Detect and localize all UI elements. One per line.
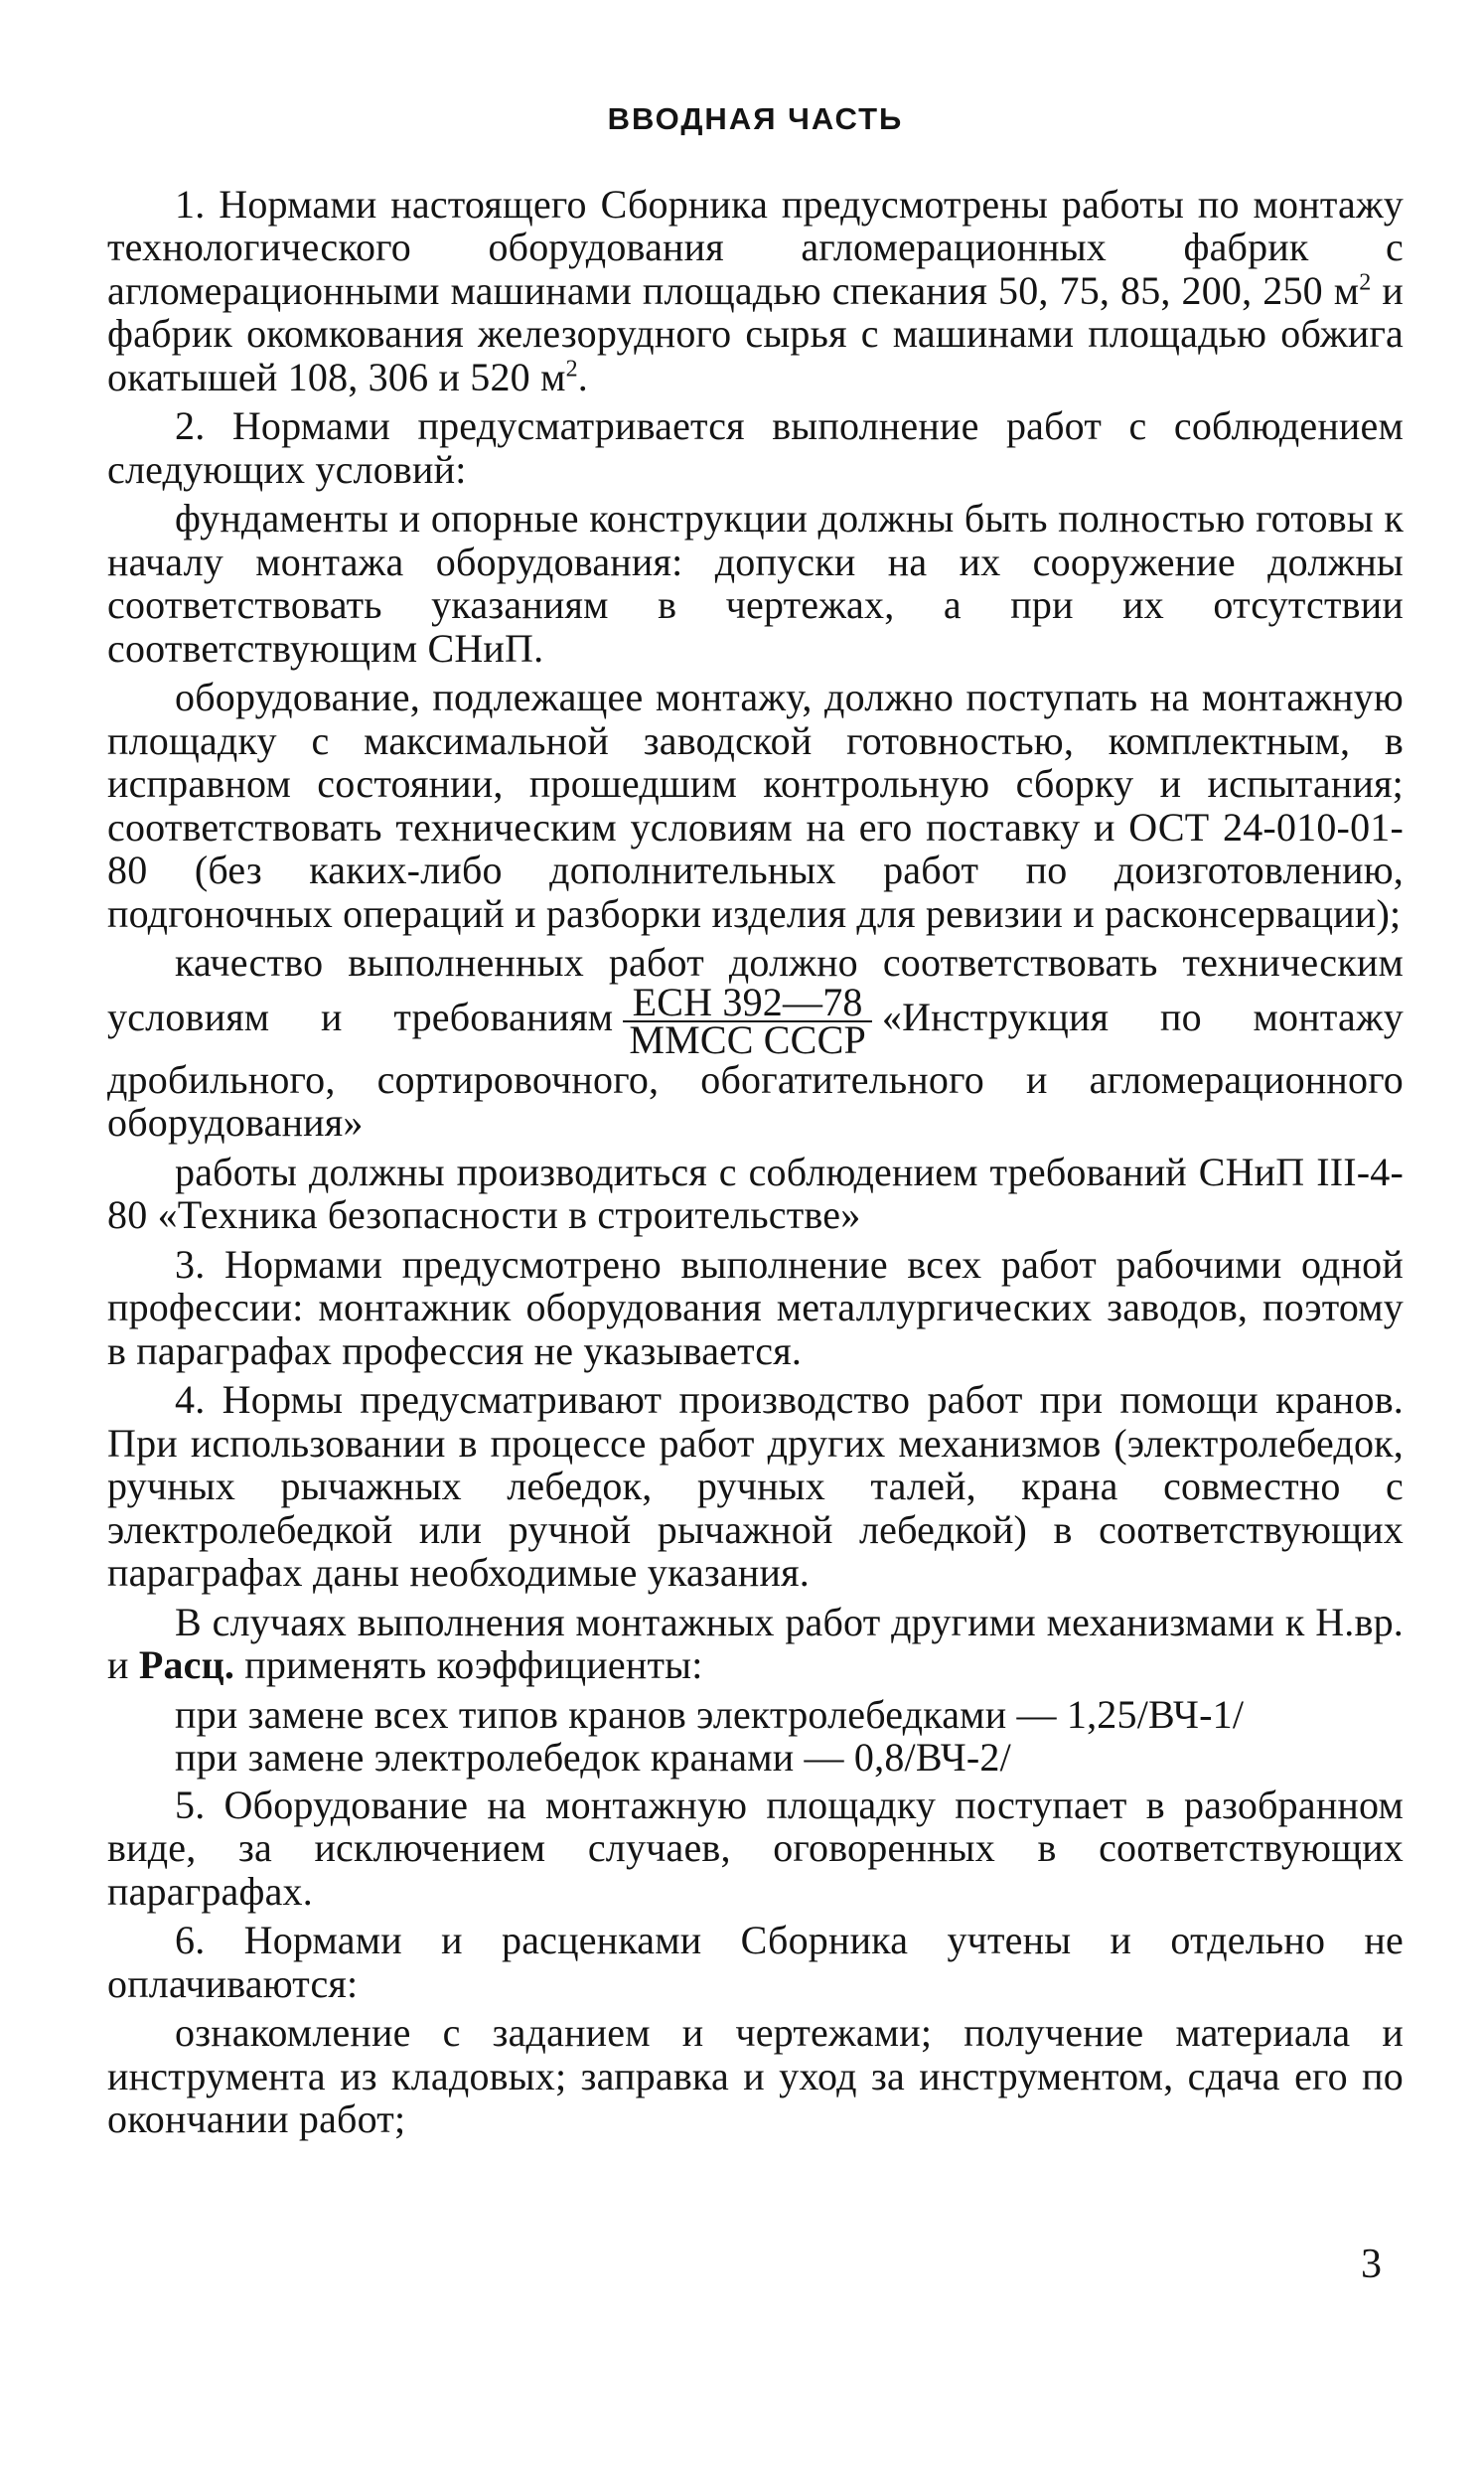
paragraph-1	[107, 183, 1404, 399]
paragraph-5-end: «Инструкция по монтажу дробильного, сортировочного, обогатительного и агломерационного оборудования»	[107, 994, 1404, 1145]
list-item: при замене электролебедок кранами — 0,8/ВЧ-2/	[175, 1735, 1011, 1780]
list-item: при замене всех типов кранов электролебедками — 1,25/ВЧ-1/	[175, 1691, 1245, 1737]
paragraph-9	[107, 1601, 1404, 1687]
paragraph-7: 3. Нормами предусмотрено выполнение всех работ рабочими одной профессии: монтажник оборудования металлургических заводов, поэтому в параграфах профессия не указывается.	[107, 1241, 1404, 1373]
page-number: 3	[1361, 2242, 1382, 2287]
paragraph-1-tail: и фабрик окомкования железорудного сырья с машинами площадью обжига окатышей 108, 306 и 520 м	[107, 267, 1404, 399]
paragraph-12: ознакомление с заданием и чертежами; получение материала и инструмента из кладовых; заправка и уход за инструментом, сдача его по окончании работ;	[107, 2010, 1404, 2141]
coefficient-list	[107, 1693, 1404, 1780]
norm-fraction	[623, 979, 872, 1062]
paragraph-10: 5. Оборудование на монтажную площадку поступает в разобранном виде, за исключением случаев, оговоренных в соответствующих параграфах.	[107, 1782, 1404, 1914]
paragraph-6: работы должны производиться с соблюдением требований СНиП III-4-80 «Техника безопасности в строительстве»	[107, 1149, 1404, 1237]
superscript-square-2: 2	[565, 356, 578, 383]
paragraph-5-start: качество выполненных работ должно соответствовать техническим условиям и требованиям	[107, 940, 1404, 1039]
paragraph-4: оборудование, подлежащее монтажу, должно поступать на монтажную площадку с максимальной заводской готовностью, комплектным, в исправном состоянии, прошедшим контрольную сборку и испытания; соответствовать техническим условиям на его поставку и ОСТ 24-010-01-80 (без каких-либо дополнительных работ по доизготовлению, подгоночных операций и разборки изделия для ревизии и расконсервации);	[107, 675, 1404, 936]
fraction-denominator: ММСС СССР	[629, 1016, 866, 1062]
paragraph-11: 6. Нормами и расценками Сборника учтены и отдельно не оплачиваются:	[107, 1918, 1404, 2006]
paragraph-9-bold: Расц.	[138, 1642, 235, 1687]
paragraph-5	[107, 941, 1404, 1145]
paragraph-9-start: В случаях выполнения монтажных работ другими механизмами к Н.вр. и	[107, 1599, 1404, 1687]
section-title: ВВОДНАЯ ЧАСТЬ	[607, 101, 904, 136]
paragraph-2: 2. Нормами предусматривается выполнение работ с соблюдением следующих условий:	[107, 403, 1404, 492]
paragraph-1-end: .	[577, 354, 588, 399]
paragraph-3: фундаменты и опорные конструкции должны быть полностью готовы к началу монтажа оборудования: допуски на их сооружение должны соответствовать указаниям в чертежах, а при их отсутствии соответствующим СНиП.	[107, 496, 1404, 671]
fraction-numerator: ЕСН 392—78	[623, 985, 872, 1022]
document-page	[107, 97, 1404, 2147]
paragraph-1-text: 1. Нормами настоящего Сборника предусмотрены работы по монтажу технологического оборудования агломерационных фабрик с агломерационными машинами площадью спекания 50, 75, 85, 200, 250 м	[107, 181, 1404, 313]
paragraph-9-end: применять коэффициенты:	[234, 1642, 703, 1687]
superscript-square: 2	[1359, 269, 1372, 296]
paragraph-8: 4. Нормы предусматривают производство работ при помощи кранов. При использовании в процессе работ других механизмов (электролебедок, ручных рычажных лебедок, ручных талей, крана совместно с электролебедкой или ручной рычажной лебедкой) в соответствующих параграфах даны необходимые указания.	[107, 1377, 1404, 1595]
